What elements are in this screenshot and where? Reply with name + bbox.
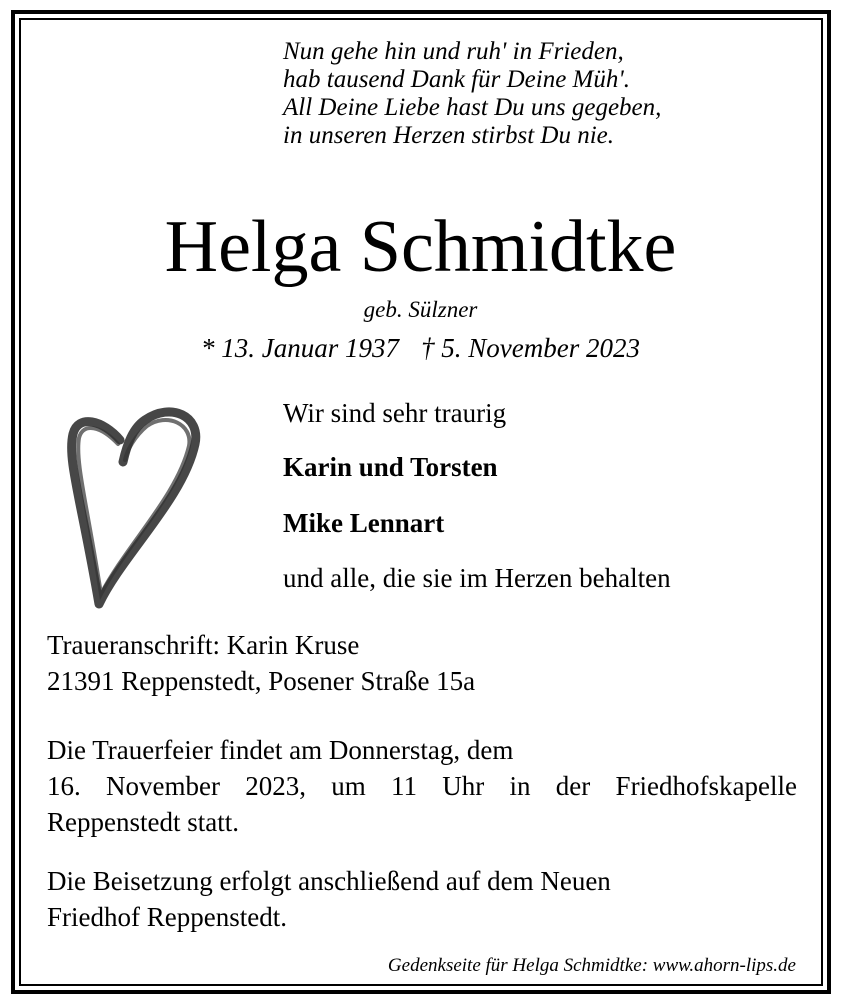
ceremony-text: Die Trauerfeier findet am Donnerstag, dem [47, 735, 514, 765]
family-names-1: Karin und Torsten [283, 452, 498, 482]
family-names-2: Mike Lennart [283, 508, 445, 538]
ceremony-text: 16. November 2023, um 11 Uhr in der Friedhofskapelle [47, 771, 797, 801]
address-line: 21391 Reppenstedt, Posener Straße 15a [47, 666, 476, 696]
ceremony-text: Reppenstedt statt. [47, 807, 239, 837]
mourning-closing: und alle, die sie im Herzen behalten [283, 563, 671, 593]
death-date: † 5. November 2023 [421, 333, 640, 363]
birth-name: geb. Sülzner [363, 297, 478, 322]
memorial-link[interactable]: Gedenkseite für Helga Schmidtke: www.ahorn-lips.de [387, 955, 796, 976]
birth-date: * 13. Januar 1937 [201, 333, 400, 363]
burial-text: Die Beisetzung erfolgt anschließend auf dem Neuen [47, 866, 611, 896]
mourning-intro: Wir sind sehr traurig [283, 398, 507, 428]
burial-text: Friedhof Reppenstedt. [47, 902, 287, 932]
poem-line: in unseren Herzen stirbst Du nie. [283, 122, 614, 149]
heart-icon [63, 404, 205, 609]
address-line: Traueranschrift: Karin Kruse [47, 630, 360, 660]
poem [283, 38, 661, 150]
deceased-name: Helga Schmidtke [164, 206, 677, 288]
poem-line: hab tausend Dank für Deine Müh'. [283, 66, 630, 93]
life-dates [0, 333, 841, 364]
poem-line: Nun gehe hin und ruh' in Frieden, [283, 38, 624, 65]
poem-line: All Deine Liebe hast Du uns gegeben, [283, 94, 662, 121]
